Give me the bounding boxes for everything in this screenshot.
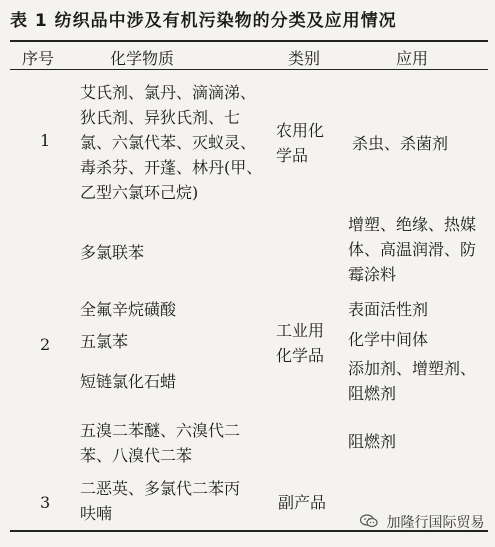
application-line: 体、高温润滑、防: [348, 240, 477, 259]
header-category: 类别: [288, 49, 321, 68]
category-line: 化学品: [276, 346, 325, 365]
table-header-rule: [10, 69, 488, 70]
application-line: 添加剂、增塑剂、: [348, 359, 477, 378]
group-category: [276, 318, 324, 368]
substance-cell: [80, 297, 176, 322]
application-cell: [348, 327, 428, 352]
category-line: 学品: [276, 146, 309, 165]
group-category: [276, 118, 324, 168]
substance-line: 多氯联苯: [80, 243, 145, 262]
application-line: 化学中间体: [348, 330, 429, 349]
application-cell: [348, 356, 476, 406]
application-line: 表面活性剂: [348, 300, 429, 319]
application-cell: [352, 131, 448, 156]
category-line: 副产品: [278, 493, 327, 512]
substance-cell: [80, 369, 176, 394]
application-cell: [348, 429, 396, 454]
substance-line: 五溴二苯醚、六溴代二: [80, 421, 241, 440]
substance-line: 呋喃: [80, 504, 113, 523]
group-no: 2: [40, 335, 51, 354]
substance-line: 艾氏剂、氯丹、滴滴涕、: [80, 83, 257, 102]
group-category: [278, 490, 326, 515]
application-cell: [348, 297, 428, 322]
watermark: [360, 512, 484, 532]
category-line: 农用化: [276, 121, 325, 140]
application-line: 霉涂料: [348, 265, 397, 284]
watermark-text: 加隆行国际贸易: [386, 515, 485, 531]
header-substance: 化学物质: [110, 49, 175, 68]
substance-line: 苯、八溴代二苯: [80, 446, 193, 465]
application-line: 阻燃剂: [348, 384, 397, 403]
substance-cell: [80, 329, 128, 354]
category-line: 工业用: [276, 321, 325, 340]
header-no: 序号: [22, 49, 55, 68]
table-title: 表 1 纺织品中涉及有机污染物的分类及应用情况: [10, 11, 397, 31]
header-application: 应用: [396, 49, 429, 68]
substance-line: 氯、六氯代苯、灭蚁灵、: [80, 133, 257, 152]
substance-line: 狄氏剂、异狄氏剂、七: [80, 108, 241, 127]
group-no: 3: [40, 493, 51, 512]
application-line: 增塑、绝缘、热媒: [348, 215, 477, 234]
wechat-icon: [360, 514, 378, 532]
substance-line: 五氯苯: [80, 332, 129, 351]
substance-line: 乙型六氯环己烷): [80, 183, 199, 202]
substance-line: 毒杀芬、开蓬、林丹(甲、: [80, 158, 263, 177]
substance-cell: [80, 476, 240, 526]
substance-line: 全氟辛烷磺酸: [80, 300, 177, 319]
application-line: 杀虫、杀菌剂: [352, 134, 449, 153]
substance-cell: [80, 418, 240, 468]
substance-line: 二恶英、多氯代二苯丙: [80, 479, 241, 498]
table-top-rule: [10, 40, 488, 42]
group-no: 1: [40, 131, 51, 150]
substance-cell: [80, 80, 262, 205]
application-line: 阻燃剂: [348, 432, 397, 451]
substance-cell: [80, 240, 144, 265]
substance-line: 短链氯化石蜡: [80, 372, 177, 391]
application-cell: [348, 212, 476, 287]
